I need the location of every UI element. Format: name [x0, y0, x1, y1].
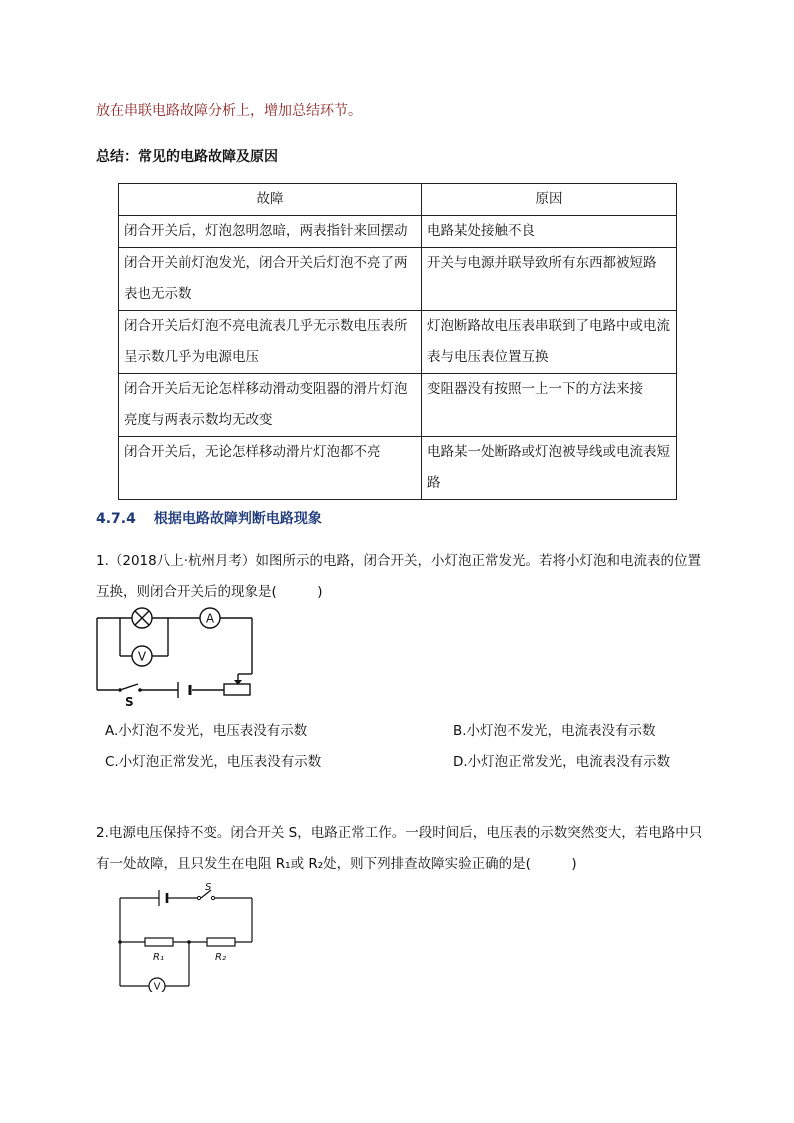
- ammeter-icon: [200, 608, 220, 628]
- question-2-text: 2.电源电压保持不变。闭合开关 S，电路正常工作。一段时间后，电压表的示数突然变大，若电路中只有一处故障，且只发生在电阻 R₁或 R₂处，则下列排查故障实验正确的是( ): [96, 825, 703, 872]
- section-number: 4.7.4: [96, 511, 136, 527]
- header-cause: 原因: [422, 184, 677, 216]
- option-c: C.小灯泡正常发光，电压表没有示数: [105, 754, 322, 770]
- header-fault: 故障: [119, 184, 422, 216]
- circuit-diagram-1: [92, 604, 262, 710]
- fault-cell: 闭合开关后，无论怎样移动滑片灯泡都不亮: [119, 437, 422, 500]
- r1-label: R₁: [153, 952, 164, 963]
- table-row: [119, 437, 677, 500]
- voltmeter-label: V: [153, 981, 161, 992]
- cause-cell: 开关与电源并联导致所有东西都被短路: [422, 248, 677, 311]
- option-d: D.小灯泡正常发光，电流表没有示数: [453, 754, 671, 770]
- r2-label: R₂: [215, 952, 226, 963]
- table-row: [119, 374, 677, 437]
- table-row: [119, 248, 677, 311]
- cause-cell: 变阻器没有按照一上一下的方法来接: [422, 374, 677, 437]
- fault-cell: 闭合开关后灯泡不亮电流表几乎无示数电压表所呈示数几乎为电源电压: [119, 311, 422, 374]
- table-row: [119, 311, 677, 374]
- fault-cell: 闭合开关后，灯泡忽明忽暗，两表指针来回摆动: [119, 216, 422, 248]
- switch-label: S: [205, 882, 212, 893]
- question-1-text: 1.（2018八上·杭州月考）如图所示的电路，闭合开关，小灯泡正常发光。若将小灯泡和电流表的位置互换，则闭合开关后的现象是( ): [96, 553, 702, 600]
- fault-cell: 闭合开关前灯泡发光，闭合开关后灯泡不亮了两表也无示数: [119, 248, 422, 311]
- option-a: A.小灯泡不发光，电压表没有示数: [105, 723, 308, 739]
- cause-cell: 电路某一处断路或灯泡被导线或电流表短路: [422, 437, 677, 500]
- voltmeter-label: V: [137, 649, 147, 664]
- table-row: [119, 216, 677, 248]
- switch-label: S: [125, 695, 134, 709]
- circuit-diagram-2: [115, 880, 260, 992]
- voltmeter-icon: [132, 646, 152, 666]
- fault-cell: 闭合开关后无论怎样移动滑动变阻器的滑片灯泡亮度与两表示数均无改变: [119, 374, 422, 437]
- voltmeter-icon: [149, 978, 165, 992]
- lamp-icon: [132, 608, 152, 628]
- cause-cell: 灯泡断路故电压表串联到了电路中或电流表与电压表位置互换: [422, 311, 677, 374]
- section-heading: [96, 508, 322, 528]
- summary-title: 总结：常见的电路故障及原因: [96, 149, 278, 165]
- intro-text: 放在串联电路故障分析上，增加总结环节。: [96, 103, 362, 119]
- table-header-row: [119, 184, 677, 216]
- cause-cell: 电路某处接触不良: [422, 216, 677, 248]
- section-title: 根据电路故障判断电路现象: [153, 511, 322, 527]
- option-b: B.小灯泡不发光，电流表没有示数: [453, 723, 656, 739]
- ammeter-label: A: [205, 611, 215, 626]
- fault-table: [118, 183, 677, 500]
